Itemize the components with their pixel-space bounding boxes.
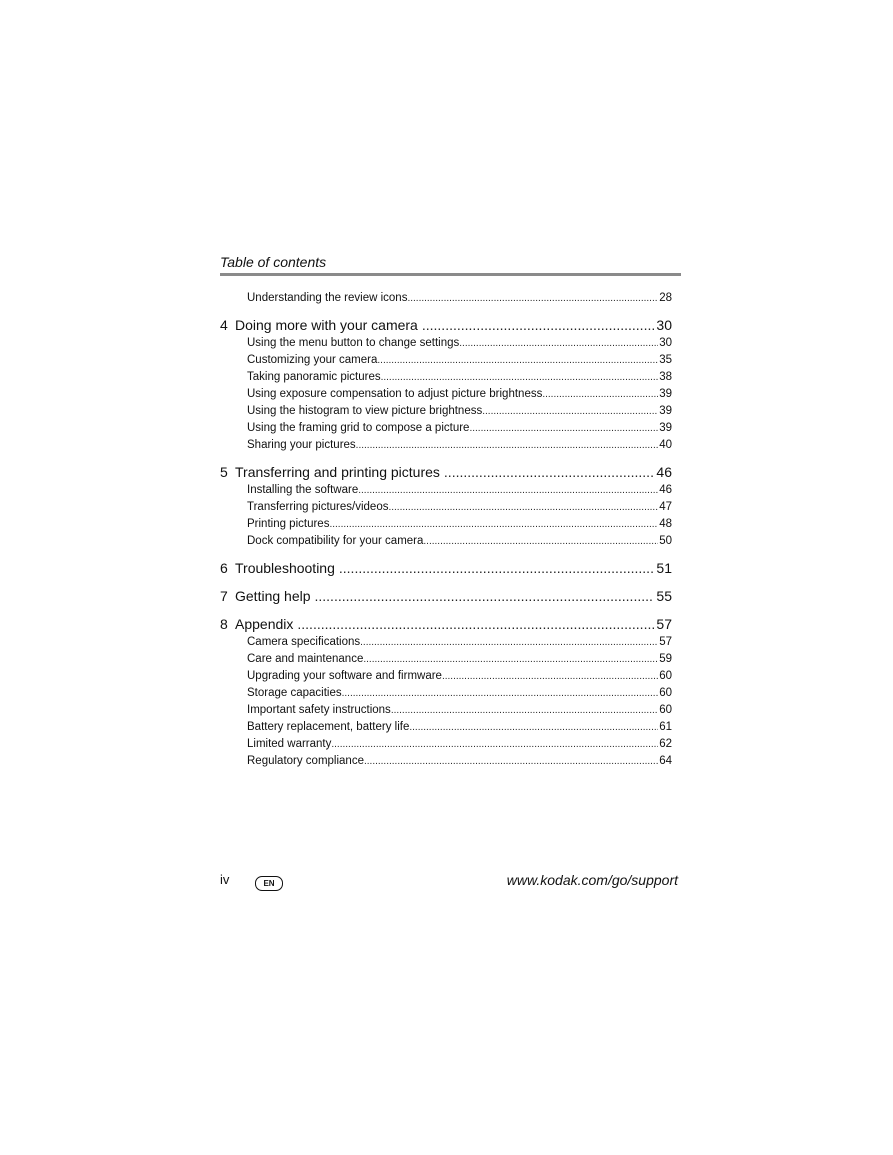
- toc-entry-page: 35: [659, 354, 672, 366]
- toc-entry-title: Sharing your pictures: [247, 439, 356, 451]
- page-header: [220, 253, 681, 271]
- lead-entries: [220, 291, 672, 308]
- toc-entry[interactable]: [220, 291, 672, 308]
- dot-leader: [444, 463, 655, 481]
- toc-entry-title: Installing the software: [247, 484, 359, 496]
- dot-leader: [364, 754, 658, 769]
- toc-entry-title: Battery replacement, battery life: [247, 721, 410, 733]
- toc-entry-title: Important safety instructions: [247, 704, 391, 716]
- dot-leader: [315, 587, 655, 605]
- toc-entry-page: 60: [659, 687, 672, 699]
- toc-entry[interactable]: [220, 500, 672, 517]
- toc-entry[interactable]: [220, 421, 672, 438]
- support-url-link[interactable]: www.kodak.com/go/support: [506, 872, 678, 888]
- toc-entry-page: 62: [659, 738, 672, 750]
- toc-entry-title: Regulatory compliance: [247, 755, 364, 767]
- toc-entry-page: 40: [659, 439, 672, 451]
- toc-entry-page: 39: [659, 422, 672, 434]
- toc-entry[interactable]: [220, 387, 672, 404]
- toc-chapter-heading[interactable]: [220, 615, 672, 635]
- page-number: iv: [220, 872, 230, 887]
- dot-leader: [381, 370, 659, 385]
- toc-entry-title: Storage capacities: [247, 687, 342, 699]
- toc-entry-page: 46: [659, 484, 672, 496]
- toc-entry[interactable]: [220, 336, 672, 353]
- toc-entry-page: 39: [659, 405, 672, 417]
- dot-leader: [358, 483, 658, 498]
- toc-chapter-heading[interactable]: [220, 463, 672, 483]
- toc-entry-title: Printing pictures: [247, 518, 330, 530]
- toc-entry-title: Using the menu button to change settings: [247, 337, 460, 349]
- toc-chapter: [220, 316, 672, 455]
- toc-entry-page: 64: [659, 755, 672, 767]
- toc-entry[interactable]: [220, 652, 672, 669]
- chapter-number: 4: [220, 317, 228, 333]
- dot-leader: [542, 387, 658, 402]
- toc-entry-title: Customizing your camera: [247, 354, 378, 366]
- toc-chapter-heading[interactable]: [220, 559, 672, 579]
- chapter-number: 8: [220, 616, 228, 632]
- toc-chapter: [220, 463, 672, 551]
- toc-entry-title: Care and maintenance: [247, 653, 364, 665]
- language-badge: EN: [255, 876, 283, 891]
- toc-entry[interactable]: [220, 669, 672, 686]
- page-footer: [220, 872, 680, 894]
- toc-entry-title: Using the histogram to view picture brightness: [247, 405, 483, 417]
- chapter-page: 46: [656, 464, 672, 480]
- toc-entry-page: 28: [659, 292, 672, 304]
- dot-leader: [422, 316, 655, 334]
- dot-leader: [363, 652, 658, 667]
- toc-entry[interactable]: [220, 635, 672, 652]
- chapter-number: 5: [220, 464, 228, 480]
- toc-entry-title: Transferring pictures/videos: [247, 501, 389, 513]
- toc-entry-title: Understanding the review icons: [247, 292, 408, 304]
- toc-chapter-heading[interactable]: [220, 587, 672, 607]
- toc-entry-page: 50: [659, 535, 672, 547]
- dot-leader: [391, 703, 658, 718]
- toc-entry-page: 57: [659, 636, 672, 648]
- table-of-contents: [220, 291, 672, 779]
- chapter-title: Transferring and printing pictures: [235, 464, 440, 480]
- toc-entry-title: Dock compatibility for your camera: [247, 535, 424, 547]
- toc-chapter: [220, 559, 672, 579]
- toc-entry-page: 47: [659, 501, 672, 513]
- chapter-title: Appendix: [235, 616, 294, 632]
- toc-entry[interactable]: [220, 483, 672, 500]
- dot-leader: [360, 635, 658, 650]
- chapter-number: 7: [220, 588, 228, 604]
- toc-entry-page: 30: [659, 337, 672, 349]
- dot-leader: [423, 534, 658, 549]
- chapter-page: 57: [656, 616, 672, 632]
- toc-entry-page: 48: [659, 518, 672, 530]
- toc-entry-title: Camera specifications: [247, 636, 361, 648]
- toc-entry-title: Using the framing grid to compose a picture: [247, 422, 470, 434]
- dot-leader: [388, 500, 658, 515]
- toc-entry-page: 59: [659, 653, 672, 665]
- toc-entry[interactable]: [220, 686, 672, 703]
- dot-leader: [377, 353, 658, 368]
- header-rule: [220, 273, 681, 276]
- toc-entry[interactable]: [220, 404, 672, 421]
- chapter-number: 6: [220, 560, 228, 576]
- toc-entry[interactable]: [220, 438, 672, 455]
- toc-entry[interactable]: [220, 720, 672, 737]
- dot-leader: [469, 421, 658, 436]
- chapter-title: Troubleshooting: [235, 560, 335, 576]
- chapter-page: 55: [656, 588, 672, 604]
- chapter-title: Doing more with your camera: [235, 317, 418, 333]
- toc-chapter-heading[interactable]: [220, 316, 672, 336]
- dot-leader: [407, 291, 658, 306]
- toc-entry[interactable]: [220, 754, 672, 771]
- dot-leader: [339, 559, 655, 577]
- toc-entry-title: Upgrading your software and firmware: [247, 670, 442, 682]
- dot-leader: [459, 336, 658, 351]
- toc-entry-title: Limited warranty: [247, 738, 332, 750]
- toc-entry-title: Using exposure compensation to adjust picture brightness: [247, 388, 543, 400]
- dot-leader: [342, 686, 659, 701]
- dot-leader: [409, 720, 658, 735]
- dot-leader: [297, 615, 654, 633]
- chapter-page: 30: [656, 317, 672, 333]
- dot-leader: [482, 404, 658, 419]
- chapter-page: 51: [656, 560, 672, 576]
- dot-leader: [331, 737, 658, 752]
- toc-chapter: [220, 615, 672, 771]
- toc-entry[interactable]: [220, 353, 672, 370]
- chapter-title: Getting help: [235, 588, 311, 604]
- toc-entry-page: 60: [659, 670, 672, 682]
- toc-entry[interactable]: [220, 370, 672, 387]
- toc-chapter: [220, 587, 672, 607]
- toc-entry[interactable]: [220, 534, 672, 551]
- dot-leader: [442, 669, 658, 684]
- toc-entry-page: 39: [659, 388, 672, 400]
- toc-entry-page: 61: [659, 721, 672, 733]
- page-title: Table of contents: [220, 254, 327, 270]
- dot-leader: [356, 438, 659, 453]
- dot-leader: [329, 517, 658, 532]
- toc-entry[interactable]: [220, 703, 672, 720]
- toc-entry-page: 60: [659, 704, 672, 716]
- toc-entry[interactable]: [220, 517, 672, 534]
- toc-entry[interactable]: [220, 737, 672, 754]
- toc-entry-title: Taking panoramic pictures: [247, 371, 381, 383]
- toc-entry-page: 38: [659, 371, 672, 383]
